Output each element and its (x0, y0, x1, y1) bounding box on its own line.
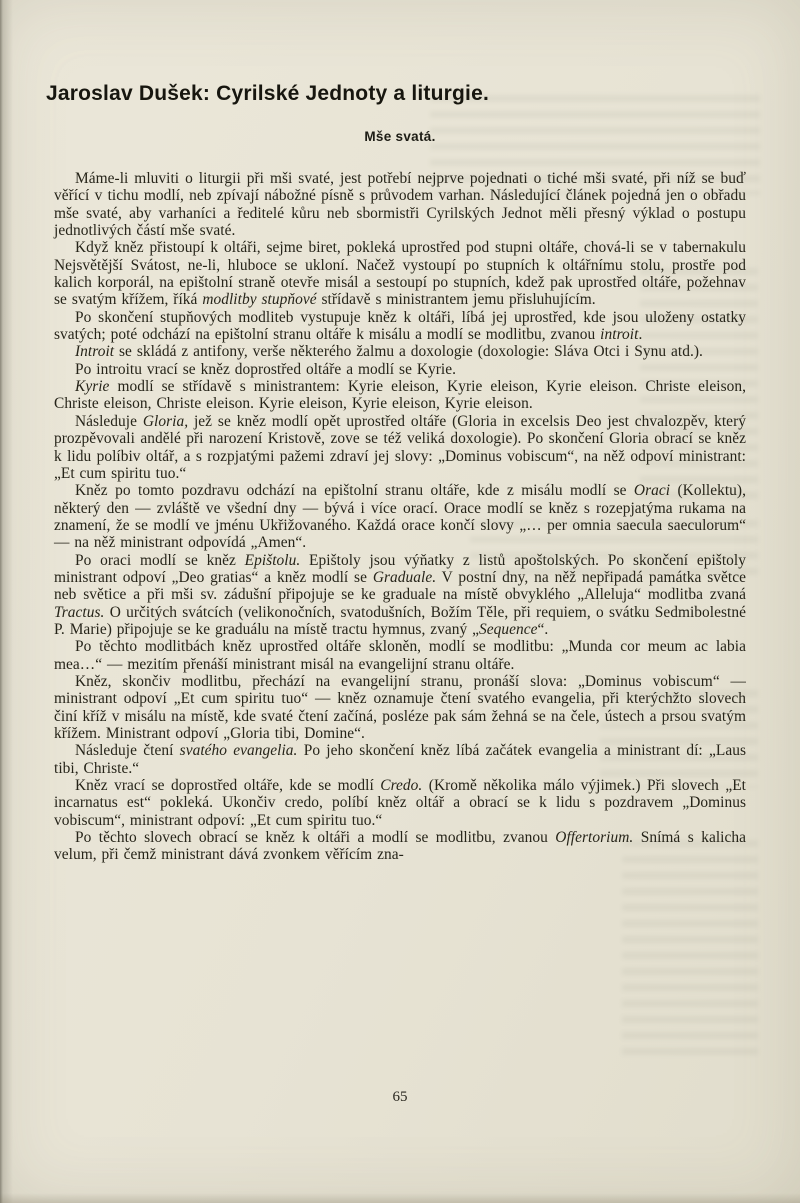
article-title: Jaroslav Dušek: Cyrilské Jednoty a liturgie. (46, 82, 489, 105)
paragraph: Kněz po tomto pozdravu odchází na epištolní stranu oltáře, kde z misálu modlí se Oraci (Kollektu), některý den — zvláště ve všední dny — bývá i více orací. Orace modlí se kněz s rozepjatýma rukama na znamení, že se modlí ve jménu Ukřižovaného. Každá orace končí slovy „… per omnia saecula saeculorum“ — na něž ministrant odpovídá „Amen“. (54, 482, 747, 552)
article-subtitle: Mše svatá. (364, 129, 436, 144)
scan-bottom-edge (0, 1193, 800, 1203)
paragraph: Když kněz přistoupí k oltáři, sejme biret, pokleká uprostřed pod stupni oltáře, chová-li se v tabernakulu Nejsvětější Svátost, ne-li, hluboce se ukloní. Načež vystoupí po stupních k oltářnímu stolu, prostře pod kalich korporál, na epištolní straně otevře misál a sestoupí po stupních, kdež pak uprostřed oltáře, požehnav se svatým křížem, říká modlitby stupňové střídavě s ministrantem jemu přisluhujícím. (54, 239, 746, 309)
paragraph: Po těchto modlitbách kněz uprostřed oltáře skloněn, modlí se modlitbu: „Munda cor meum ac labia mea…“ — mezitím přenáší ministrant misál na evangelijní stranu oltáře. (54, 638, 746, 673)
scan-left-edge (0, 0, 13, 1203)
paragraph: Kyrie modlí se střídavě s ministrantem: Kyrie eleison, Kyrie eleison, Kyrie eleison. Christe eleison, Christe eleison, Christe eleison. Kyrie eleison, Kyrie eleison, Kyrie eleison. (54, 378, 746, 413)
article-body (54, 170, 746, 864)
paragraph: Máme-li mluviti o liturgii při mši svaté, jest potřebí nejprve pojednati o tiché mši svaté, při níž se buď věřící v tichu modlí, neb zpívají nábožné písně s průvodem varhan. Následující článek pojedná jen o obřadu mše svaté, aby varhaníci a ředitelé kůru neb sbormistři Cyrilských Jednot měli přesný výklad o postupu jednotlivých částí mše svaté. (54, 170, 746, 240)
paragraph: Po introitu vrací se kněz doprostřed oltáře a modlí se Kyrie. (75, 360, 457, 378)
ink-bleedthrough (622, 840, 758, 1060)
paragraph: Introit se skládá z antifony, verše některého žalmu a doxologie (doxologie: Sláva Otci i Synu atd.). (75, 343, 703, 361)
paragraph: Po oraci modlí se kněz Epištolu. Epištoly jsou výňatky z listů apoštolských. Po skončení epištoly ministrant odpoví „Deo gratias“ a kněz modlí se Graduale. V postní dny, na něž nepřipadá památka světce neb světice a při mši sv. zádušní připojuje se ke graduale na místě obvyklého „Alleluja“ modlitba zvaná Tractus. O určitých svátcích (velikonočních, svatodušních, Božím Těle, při requiem, o svátku Sedmibolestné P. Marie) připojuje se ke graduálu na místě tractu hymnus, zvaný „Sequence“. (54, 551, 746, 638)
paragraph: Po skončení stupňových modliteb vystupuje kněz k oltáři, líbá jej uprostřed, kde jsou uloženy ostatky svatých; poté odchází na epištolní stranu oltáře k misálu a modlí se modlitbu, zvanou introit. (54, 308, 746, 344)
page-number: 65 (392, 1089, 408, 1105)
paragraph: Kněz, skončiv modlitbu, přechází na evangelijní stranu, pronáší slova: „Dominus vobiscum“ — ministrant odpoví „Et cum spiritu tuo“ — kněz oznamuje čtení svatého evangelia, při kterýchžto slovech činí kříž v misálu na místě, kde svaté čtení začíná, posléze pak sám žehná se na čele, ústech a prsou svatým křížem. Ministrant odpoví „Gloria tibi, Domine“. (54, 672, 746, 742)
paragraph: Kněz vrací se doprostřed oltáře, kde se modlí Credo. (Kromě několika málo výjimek.) Při slovech „Et incarnatus est“ pokleká. Ukončiv credo, políbí kněz oltář a obrací se k lidu s pozdravem „Dominus vobiscum“, ministrant odpoví: „Et cum spiritu tuo.“ (54, 777, 747, 829)
paragraph: Následuje čtení svatého evangelia. Po jeho skončení kněz líbá začátek evangelia a ministrant dí: „Laus tibi, Christe.“ (54, 742, 746, 777)
paragraph: Po těchto slovech obrací se kněz k oltáři a modlí se modlitbu, zvanou Offertorium. Snímá s kalicha velum, při čemž ministrant dává zvonkem věřícím zna- (54, 829, 746, 864)
paragraph: Následuje Gloria, jež se kněz modlí opět uprostřed oltáře (Gloria in excelsis Deo jest chvalozpěv, který prozpěvovali andělé při narození Kristově, zove se též veliká doxologie). Po skončení Gloria obrací se kněz k lidu políbiv oltář, a s rozpjatými pažemi zdraví jej slovy: „Dominus vobiscum“, na něž odpoví ministrant: „Et cum spiritu tuo.“ (54, 412, 746, 482)
